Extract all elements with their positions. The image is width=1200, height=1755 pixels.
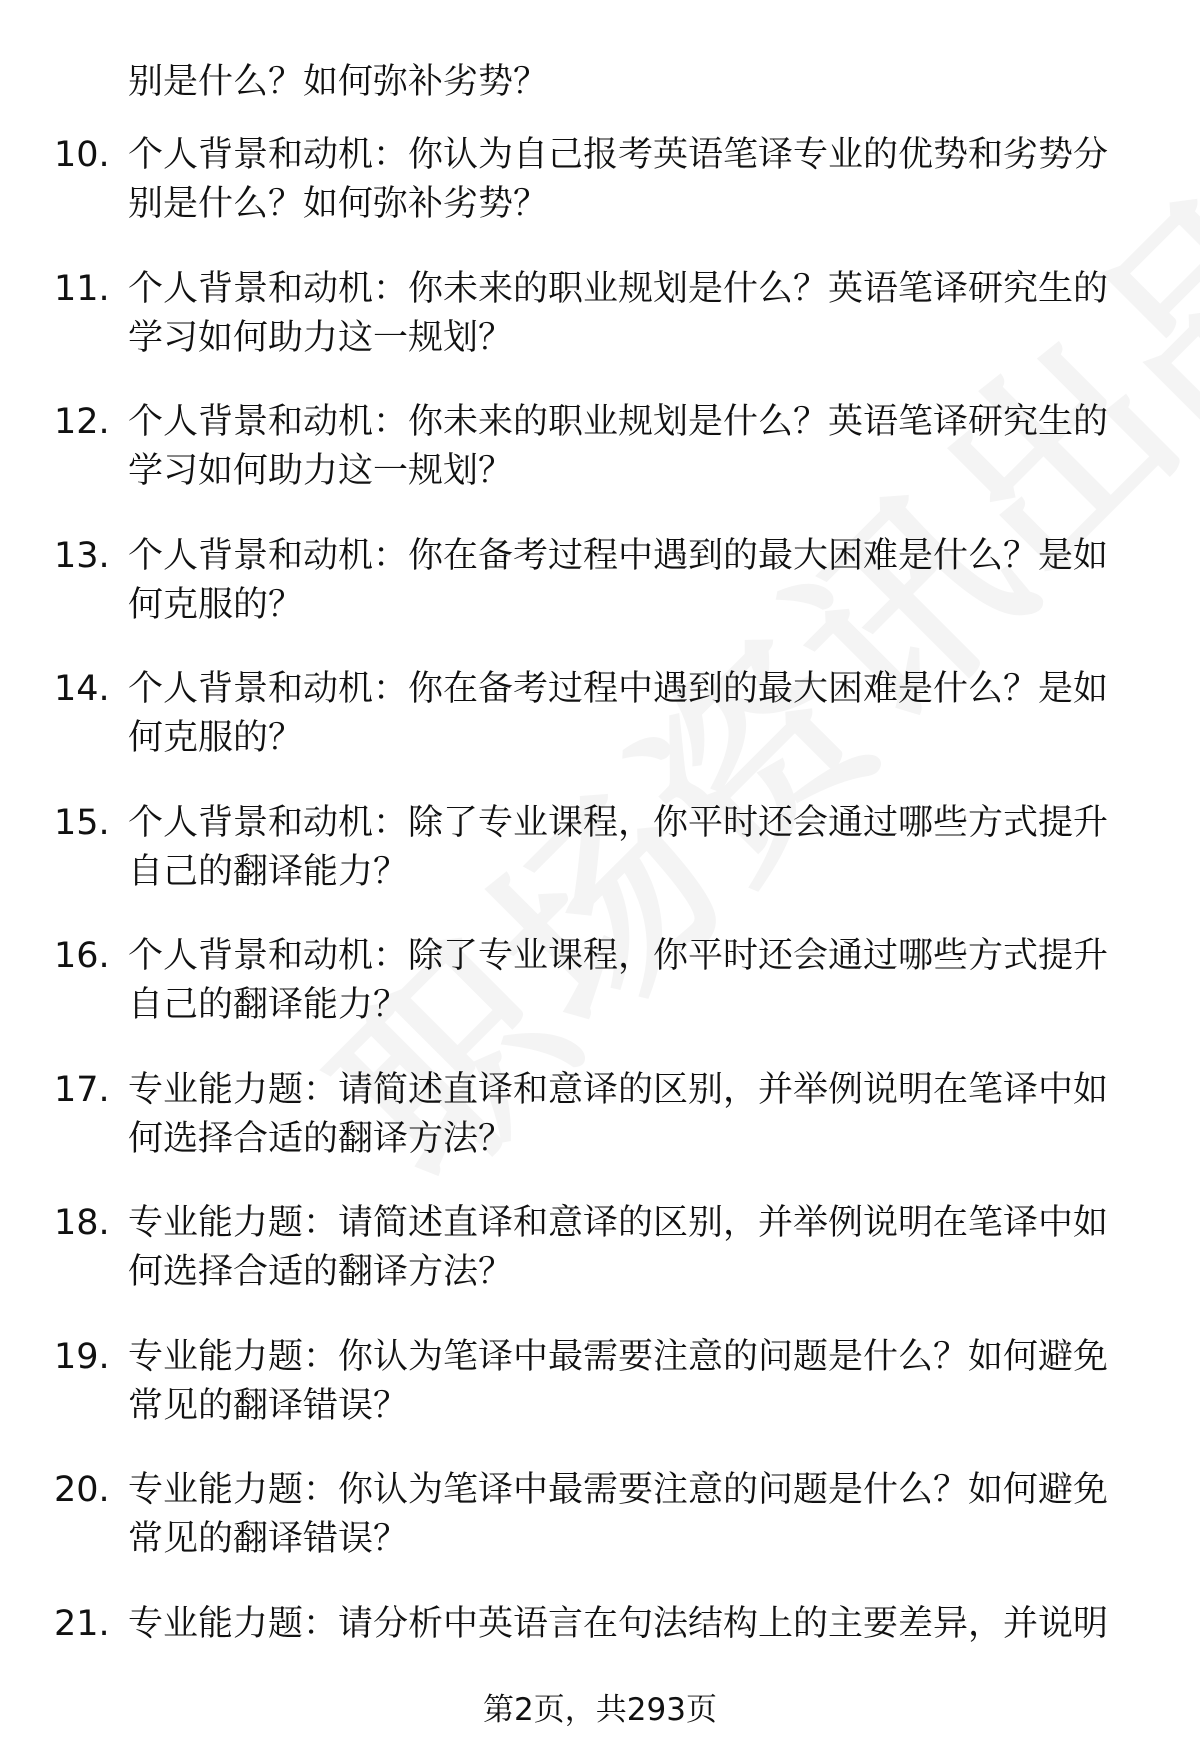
- question-item: [0, 1066, 1200, 1200]
- question-text: 个人背景和动机：除了专业课程，你平时还会通过哪些方式提升自己的翻译能力？: [128, 802, 1109, 892]
- question-item: [0, 1333, 1200, 1467]
- question-number: 16.: [54, 936, 110, 976]
- question-number: 15.: [54, 802, 110, 843]
- question-number: 17.: [54, 1069, 110, 1110]
- question-list: [0, 131, 1200, 1733]
- question-text: 个人背景和动机：你未来的职业规划是什么？英语笔译研究生的学习如何助力这一规划？: [128, 268, 1109, 358]
- question-text: 专业能力题：你认为笔译中最需要注意的问题是什么？如何避免常见的翻译错误？: [128, 1470, 1109, 1559]
- question-item: [0, 1199, 1200, 1333]
- question-text: 个人背景和动机：你未来的职业规划是什么？英语笔译研究生的学习如何助力这一规划？: [128, 402, 1109, 491]
- question-item: [0, 398, 1200, 532]
- question-number: 18.: [54, 1203, 110, 1243]
- question-number: 19.: [54, 1336, 110, 1377]
- question-number: 13.: [54, 535, 110, 576]
- question-text: 个人背景和动机：除了专业课程，你平时还会通过哪些方式提升自己的翻译能力？: [128, 936, 1109, 1025]
- page-number: 第2页，共293页: [483, 1692, 717, 1728]
- question-number: 20.: [54, 1470, 110, 1510]
- question-number: 12.: [54, 402, 110, 442]
- question-item: [0, 1466, 1200, 1600]
- question-text: 专业能力题：请简述直译和意译的区别，并举例说明在笔译中如何选择合适的翻译方法？: [128, 1203, 1109, 1292]
- question-text: 个人背景和动机：你在备考过程中遇到的最大困难是什么？是如何克服的？: [128, 535, 1109, 625]
- question-item: [0, 799, 1200, 933]
- question-text: 专业能力题：请分析中英语言在句法结构上的主要差异，并说明: [128, 1603, 1109, 1644]
- question-text: 个人背景和动机：你认为自己报考英语笔译专业的优势和劣势分别是什么？如何弥补劣势？: [128, 135, 1109, 224]
- question-number: 21.: [54, 1603, 110, 1644]
- question-item: [0, 265, 1200, 399]
- question-number: 11.: [54, 268, 110, 309]
- question-item: [0, 932, 1200, 1066]
- question-text: 专业能力题：你认为笔译中最需要注意的问题是什么？如何避免常见的翻译错误？: [128, 1336, 1109, 1426]
- question-item: [0, 131, 1200, 265]
- question-item: [0, 532, 1200, 666]
- question-text: 专业能力题：请简述直译和意译的区别，并举例说明在笔译中如何选择合适的翻译方法？: [128, 1069, 1109, 1159]
- question-number: 10.: [54, 135, 110, 175]
- question-number: 14.: [54, 669, 110, 709]
- question-item: [0, 665, 1200, 799]
- continued-question-text: 别是什么？如何弥补劣势？: [128, 62, 549, 102]
- question-text: 个人背景和动机：你在备考过程中遇到的最大困难是什么？是如何克服的？: [128, 669, 1109, 758]
